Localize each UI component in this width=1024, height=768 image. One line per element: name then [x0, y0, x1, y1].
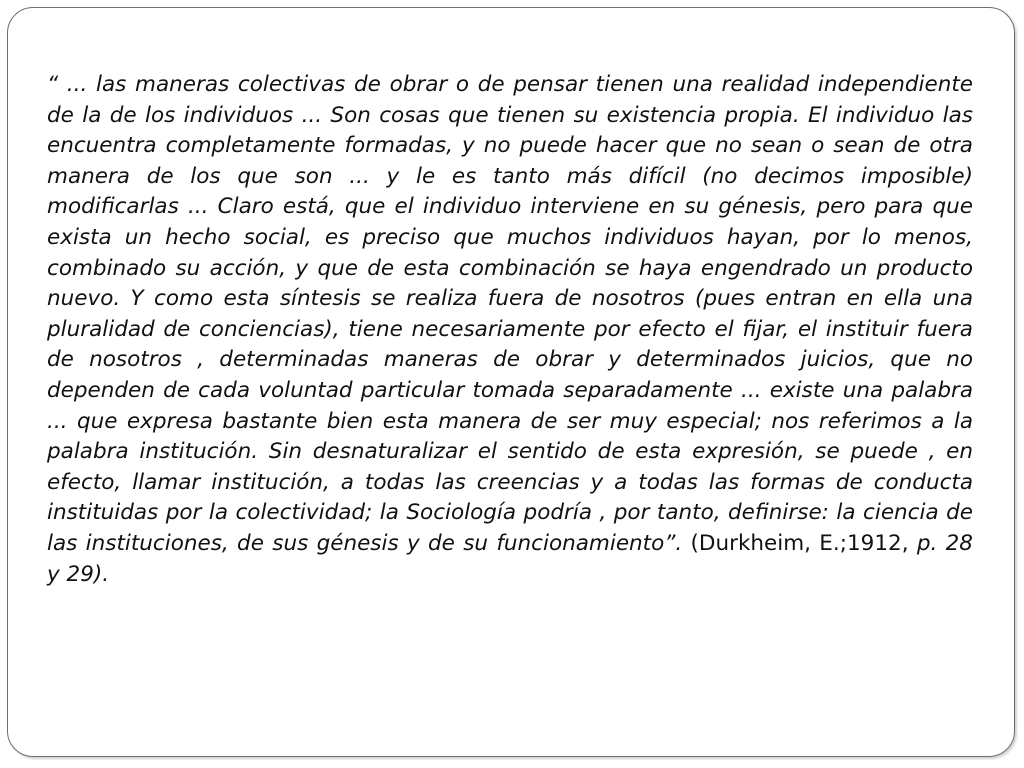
quote-body: “ ... las maneras colectivas de obrar o de pensar tienen una realidad independiente de la de los individuos ... Son cosas que tienen su existencia propia. El individuo las encuentra completamente formadas, y no puede hacer que no sean o sean de otra manera de los que son ... y le es tanto más difícil (no decimos imposible) modificarlas ... Claro está, que el individuo interviene en su génesis, pero para que exista un hecho social, es preciso que muchos individuos hayan, por lo menos, combinado su acción, y que de esta combinación se haya engendrado un producto nuevo. Y como esta síntesis se realiza fuera de nosotros (pues entran en ella una pluralidad de conciencias), tiene necesariamente por efecto el fijar, el instituir fuera de nosotros , determinadas maneras de obrar y determinados juicios, que no dependen de cada voluntad particular tomada separadamente ... existe una palabra ... que expresa bastante bien esta manera de ser muy especial; nos referimos a la palabra institución. Sin desnaturalizar el sentido de esta expresión, se puede , en efecto, llamar institución, a todas las creencias y a todas las formas de conducta instituidas por la colectividad; la Sociología podría , por tanto, definirse: la ciencia de las instituciones, de sus génesis y de su funcionamiento”. [47, 72, 973, 556]
citation-pages: p. 28 y 29). [47, 530, 973, 587]
durkheim-quote [47, 70, 973, 590]
citation-author: (Durkheim, E.;1912, [682, 530, 917, 556]
